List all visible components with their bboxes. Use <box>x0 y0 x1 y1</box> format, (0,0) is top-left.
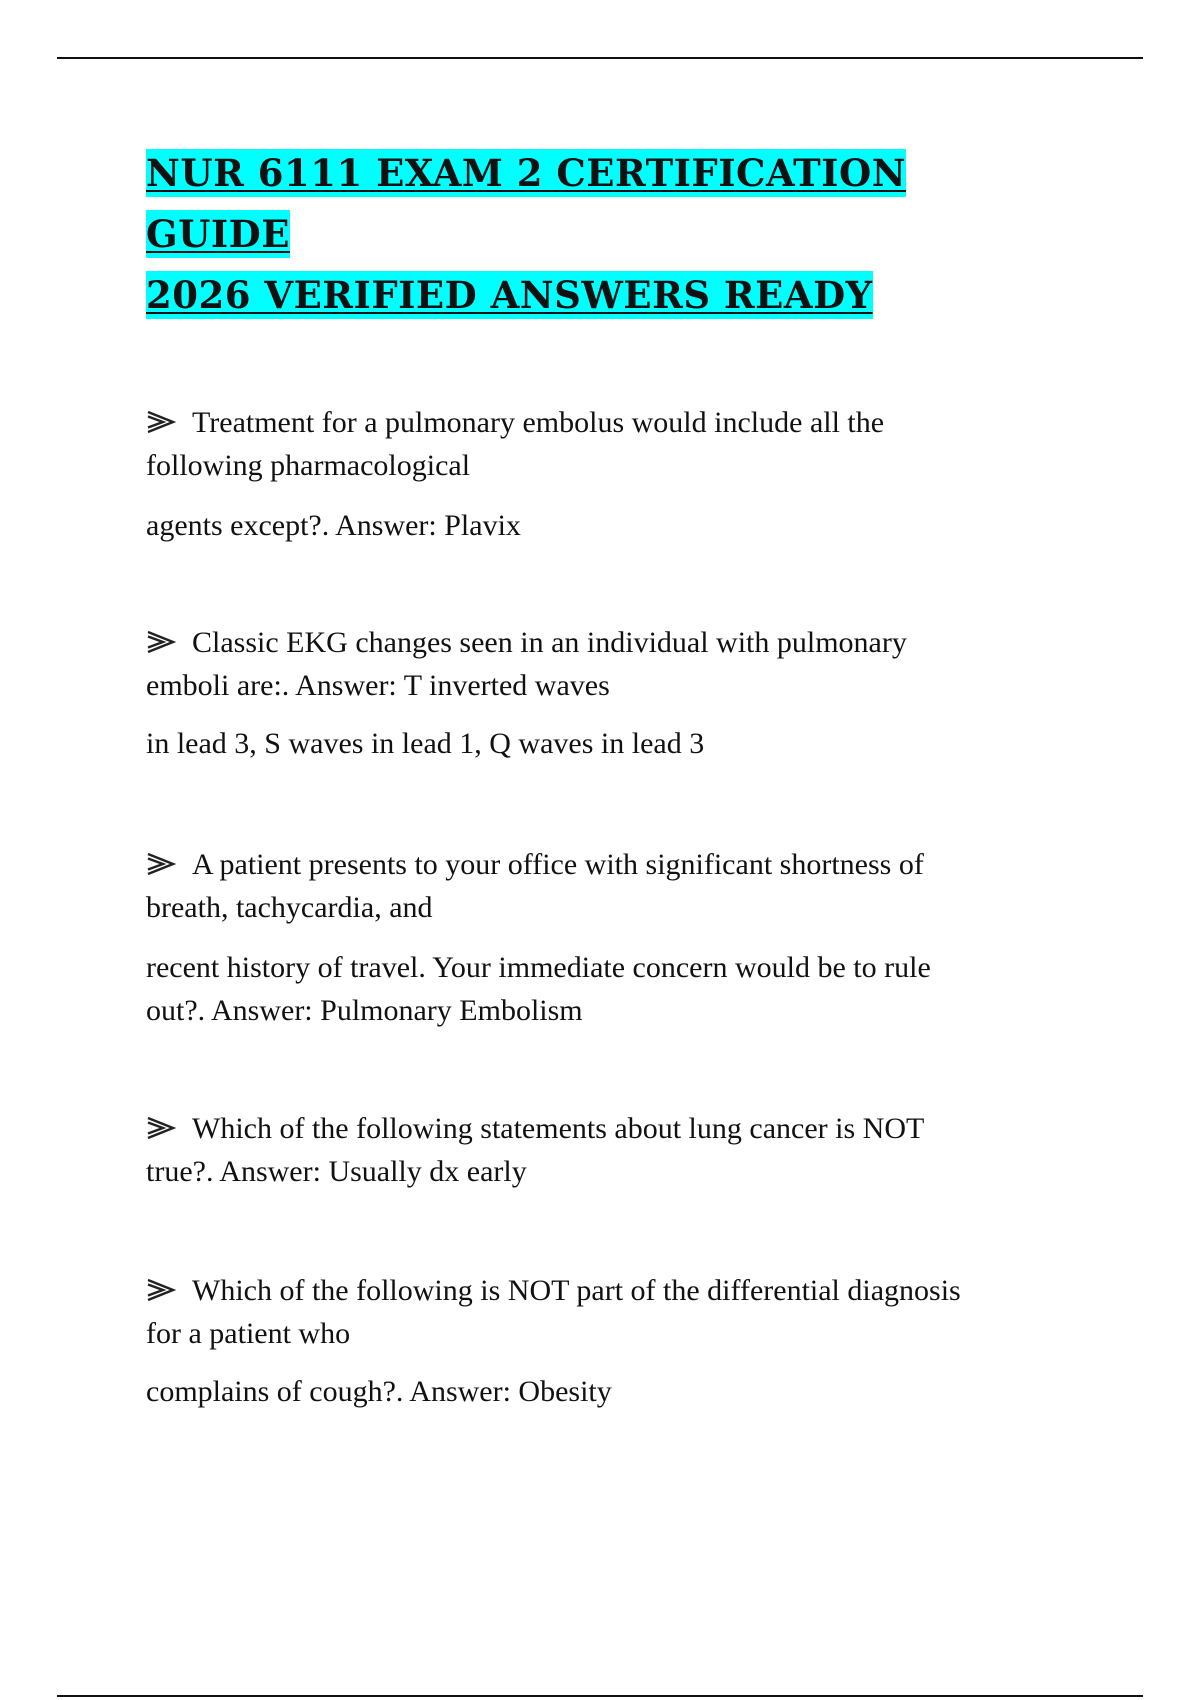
qa-answer-line: out?. Answer: Pulmonary Embolism <box>146 994 583 1027</box>
arrow-bullet-icon <box>146 1277 176 1303</box>
qa-answer-line: agents except?. Answer: Plavix <box>146 509 521 542</box>
qa-question-line: Which of the following statements about lung cancer is NOT <box>192 1112 925 1145</box>
qa-question-line: Which of the following is NOT part of the differential diagnosis <box>192 1274 961 1307</box>
qa-answer-line: complains of cough?. Answer: Obesity <box>146 1375 612 1408</box>
page-title <box>146 143 1046 326</box>
arrow-bullet-icon <box>146 851 176 877</box>
qa-question-line: Treatment for a pulmonary embolus would include all the <box>192 406 885 439</box>
qa-question-line: A patient presents to your office with significant shortness of <box>192 848 924 881</box>
qa-answer-line: true?. Answer: Usually dx early <box>146 1155 527 1188</box>
arrow-bullet-icon <box>146 629 176 655</box>
qa-item <box>146 1107 1046 1193</box>
arrow-bullet-icon <box>146 1115 176 1141</box>
title-line-1: NUR 6111 EXAM 2 CERTIFICATION GUIDE <box>146 151 907 256</box>
qa-item <box>146 1269 1046 1413</box>
qa-question-line: following pharmacological <box>146 449 471 482</box>
top-rule <box>57 57 1143 59</box>
qa-item <box>146 621 1046 765</box>
arrow-bullet-icon <box>146 409 176 435</box>
qa-answer-line: recent history of travel. Your immediate concern would be to rule <box>146 951 931 984</box>
qa-question-line: Classic EKG changes seen in an individual with pulmonary <box>192 626 907 659</box>
qa-item <box>146 401 1046 547</box>
title-line-2: 2026 VERIFIED ANSWERS READY <box>146 273 873 317</box>
qa-question-line: breath, tachycardia, and <box>146 891 433 924</box>
qa-question-line: emboli are:. Answer: T inverted waves <box>146 669 610 702</box>
bottom-rule <box>57 1695 1143 1697</box>
qa-answer-line: in lead 3, S waves in lead 1, Q waves in lead 3 <box>146 727 705 760</box>
qa-question-line: for a patient who <box>146 1317 351 1350</box>
qa-item <box>146 843 1046 1032</box>
